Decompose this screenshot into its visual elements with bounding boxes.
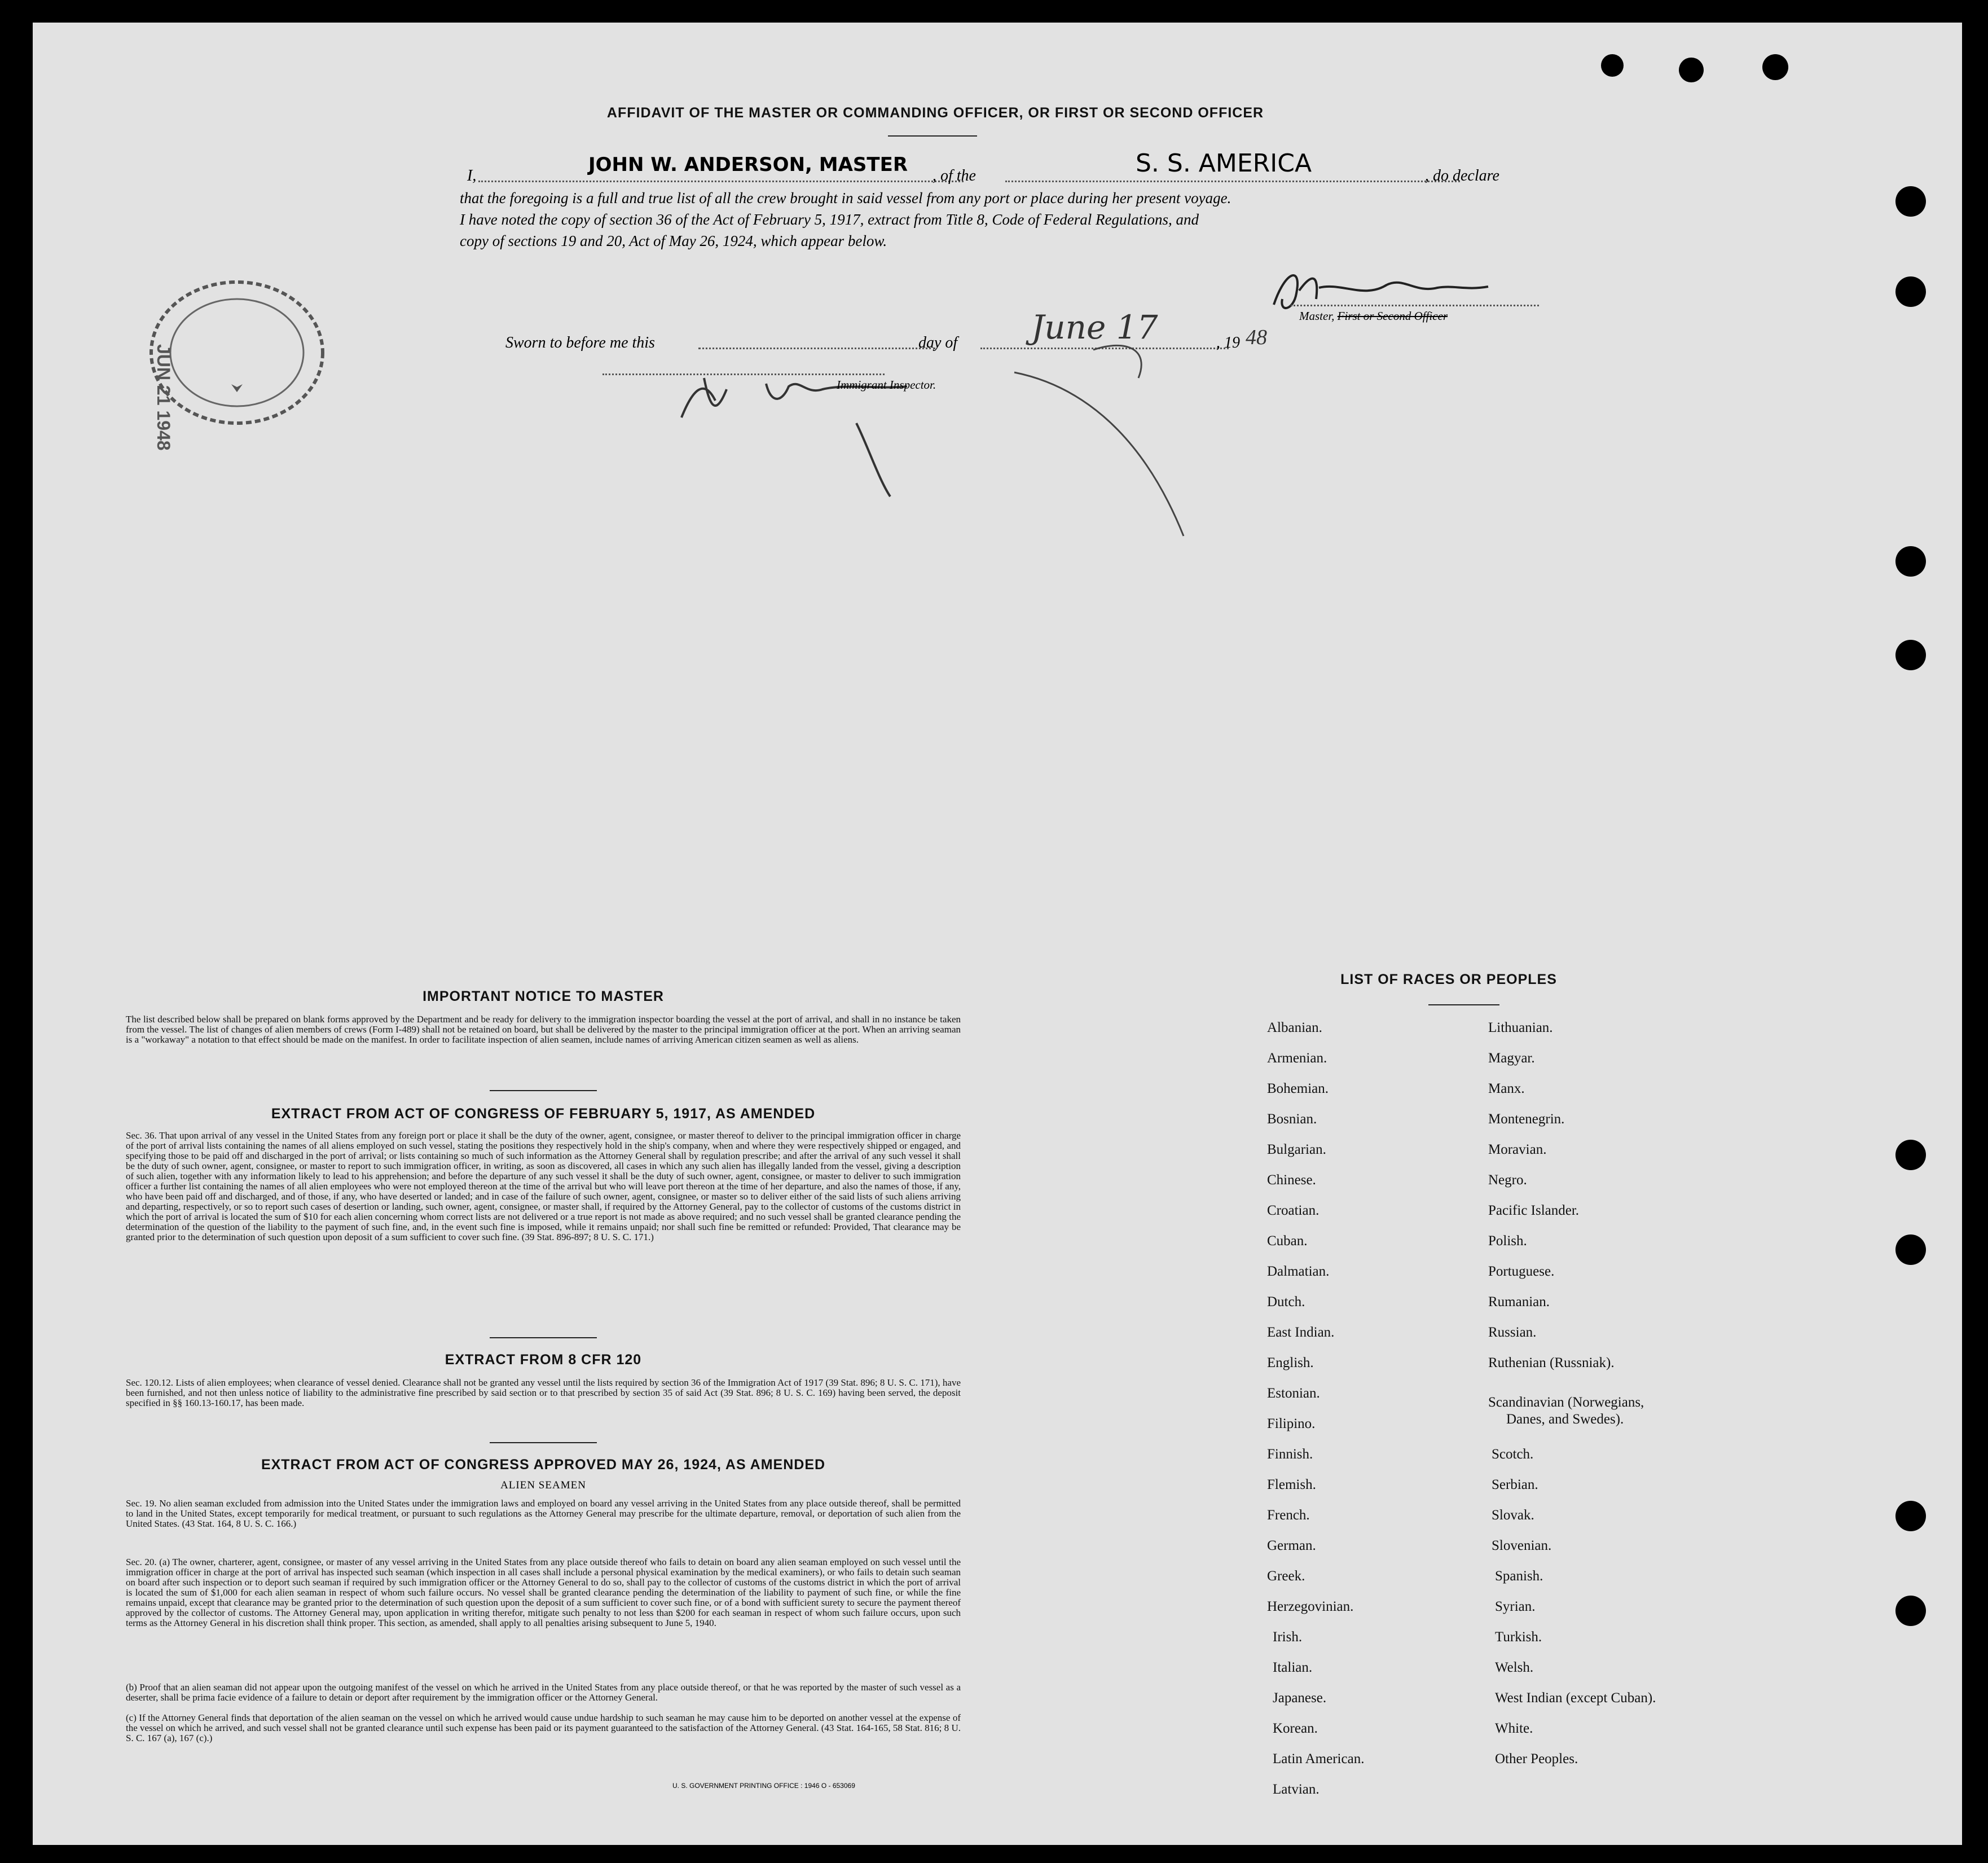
sec20c-text: (c) If the Attorney General finds that deportation of the alien seaman on the vessel on which he arrived would cause undue hardship to such seaman he may cause him to be deported on another vessel at the expense of the vessel on which he arrived, and such vessel shall not be granted clearance until such expense has been paid or its payment guaranteed to the satisfaction of the Attorney General. (43 Stat. 164-165, 58 Stat. 816; 8 U. S. C. 167 (a), 167 (c).) bbox=[126, 1712, 961, 1743]
race-item: Japanese. bbox=[1273, 1690, 1327, 1706]
race-item: Bulgarian. bbox=[1267, 1142, 1326, 1157]
punch-hole bbox=[1895, 1596, 1926, 1626]
divider bbox=[1428, 1004, 1499, 1005]
race-item: Italian. bbox=[1273, 1660, 1313, 1675]
race-item: Cuban. bbox=[1267, 1233, 1308, 1249]
extract-1924-title: EXTRACT FROM ACT OF CONGRESS APPROVED MAY 26, 1924, AS AMENDED bbox=[261, 1457, 826, 1473]
i-label: I, bbox=[467, 167, 477, 184]
extract-cfr-title: EXTRACT FROM 8 CFR 120 bbox=[445, 1352, 642, 1368]
notice-title: IMPORTANT NOTICE TO MASTER bbox=[423, 988, 664, 1004]
race-item: Estonian. bbox=[1267, 1386, 1320, 1401]
race-item: Negro. bbox=[1488, 1172, 1527, 1188]
punch-hole bbox=[1762, 54, 1788, 80]
declaration-text bbox=[460, 187, 1554, 252]
stamp-date: JUN 21 1948 bbox=[153, 344, 174, 451]
race-item: German. bbox=[1267, 1538, 1316, 1553]
master-signature-line bbox=[1291, 305, 1539, 306]
sworn-label: Sworn to before me this bbox=[505, 334, 655, 351]
divider bbox=[888, 135, 977, 137]
race-item: Magyar. bbox=[1488, 1051, 1535, 1066]
printer-imprint: U. S. GOVERNMENT PRINTING OFFICE : 1946 O - 653069 bbox=[672, 1782, 855, 1790]
name-line bbox=[478, 181, 964, 182]
year-prefix: , 19 bbox=[1216, 334, 1240, 351]
race-item: Chinese. bbox=[1267, 1172, 1316, 1188]
race-item: Latin American. bbox=[1273, 1751, 1365, 1767]
do-declare: , do declare bbox=[1425, 167, 1499, 184]
race-item: Montenegrin. bbox=[1488, 1111, 1565, 1127]
race-item: Scandinavian (Norwegians, bbox=[1488, 1395, 1644, 1410]
punch-hole bbox=[1895, 1234, 1926, 1265]
race-item: Latvian. bbox=[1273, 1782, 1320, 1797]
race-item: Lithuanian. bbox=[1488, 1020, 1553, 1035]
race-item: Ruthenian (Russniak). bbox=[1488, 1355, 1615, 1370]
struck-caption: First or Second Officer bbox=[1337, 309, 1448, 323]
vessel-name: S. S. AMERICA bbox=[1136, 149, 1312, 178]
race-item: English. bbox=[1267, 1355, 1314, 1370]
inspector-signature-line bbox=[602, 374, 885, 375]
extract-1917-title: EXTRACT FROM ACT OF CONGRESS OF FEBRUARY 5, 1917, AS AMENDED bbox=[271, 1106, 816, 1122]
punch-hole bbox=[1895, 546, 1926, 577]
punch-hole bbox=[1895, 1140, 1926, 1170]
race-item: Slovenian. bbox=[1492, 1538, 1552, 1553]
punch-hole bbox=[1895, 640, 1926, 670]
race-item: Bohemian. bbox=[1267, 1081, 1329, 1096]
vessel-line bbox=[1005, 181, 1460, 182]
race-item: Spanish. bbox=[1495, 1568, 1543, 1584]
day-of-label: day of bbox=[918, 334, 958, 351]
race-item: French. bbox=[1267, 1508, 1310, 1523]
race-item: Portuguese. bbox=[1488, 1264, 1555, 1279]
master-caption bbox=[1299, 309, 1448, 323]
handwritten-date: June 17 bbox=[1031, 308, 1158, 346]
master-caption-label: Master, bbox=[1299, 309, 1335, 323]
race-item: Slovak. bbox=[1492, 1508, 1534, 1523]
extract-1917-text: Sec. 36. That upon arrival of any vessel in the United States from any foreign port or place it shall be the duty of the owner, agent, consignee, or master thereof to deliver to the principal immigration officer in charge of the port of arrival lists containing the names of all aliens employed on such vessel, stating the positions they respectively hold in the ship's company, when and where they were respectively shipped or engaged, and specifying those to be paid off and discharged in the port of arrival; or lists containing so much of such information as the Attorney General shall by regulation prescribe; and after the arrival of any such vessel it shall be the duty of such owner, agent, consignee, or master to report to such immigration officer, in writing, as soon as discovered, all cases in which any such alien has illegally landed from the vessel, giving a description of such alien, together with any information likely to lead to his apprehension; and before the departure of any such vessel it shall be the duty of such owner, agent, consignee, or master to deliver to such immigration officer a further list containing the names of all alien employees who were not employed thereon at the time of the arrival but who will leave port thereon at the time of her departure, and also the names of those, if any, who have been paid off and discharged, and of those, if any, who have deserted or landed; and in case of the failure of such owner, agent, consignee, or master so to deliver either of the said lists of such aliens arriving and departing, respectively, or so to report such cases of desertion or landing, such owner, agent, consignee, or master shall, if required by the Attorney General, pay to the collector of customs of the customs district in which the port of arrival is located the sum of $10 for each alien concerning whom correct lists are not delivered or a true report is not made as above required; and no such vessel shall be granted clearance pending the determination of the question of the liability to the payment of such fine, and, in the event such fine is imposed, while it remains unpaid; nor shall such fine be remitted or refunded: Provided, That clearance may be granted prior to the determination of such question upon deposit of a sum sufficient to cover such fine. (39 Stat. 896-897; 8 U. S. C. 171.) bbox=[126, 1130, 961, 1242]
race-item: Irish. bbox=[1273, 1629, 1303, 1645]
race-item: Russian. bbox=[1488, 1325, 1537, 1340]
race-item: West Indian (except Cuban). bbox=[1495, 1690, 1656, 1706]
race-item: Filipino. bbox=[1267, 1416, 1316, 1431]
alien-seamen-subtitle: ALIEN SEAMEN bbox=[500, 1479, 586, 1491]
declaration-line: that the foregoing is a full and true list of all the crew brought in said vessel from any port or place during her present voyage. bbox=[460, 190, 1231, 206]
race-item: Welsh. bbox=[1495, 1660, 1534, 1675]
punch-hole bbox=[1601, 54, 1624, 77]
race-item: Manx. bbox=[1488, 1081, 1525, 1096]
punch-hole bbox=[1895, 1501, 1926, 1531]
sec20-text: Sec. 20. (a) The owner, charterer, agent, consignee, or master of any vessel arriving in the United States from any place outside thereof who fails to detain on board any alien seaman employed on such vessel until the immigration officer in charge at the port of arrival has inspected such seaman (which inspection in all cases shall include a personal physical examination by the medical examiners), or who fails to detain such seaman on board after such inspection or to deport such seaman if required by such immigration officer or the Attorney General to do so, shall pay to the collector of customs of the customs district in which the port of arrival is located the sum of $1,000 for each alien seaman in respect of whom such failure occurs. No vessel shall be granted clearance pending the determination of the liability to payment of such fine, or while the fine remains unpaid, except that clearance may be granted prior to the determination of such question upon the deposit of a sum sufficient to cover such fine, or of a bond with sufficient surety to secure the payment thereof approved by the collector of customs. The Attorney General may, upon application in writing therefor, mitigate such penalty to not less than $200 for each seaman in respect of whom such failure occurs, upon such terms as the Attorney General in his discretion shall think proper. This section, as amended, shall apply to all penalties arising subsequent to June 5, 1940. bbox=[126, 1557, 961, 1628]
punch-hole bbox=[1895, 276, 1926, 307]
race-item: Syrian. bbox=[1495, 1599, 1536, 1614]
race-item: Pacific Islander. bbox=[1488, 1203, 1580, 1218]
race-item: Polish. bbox=[1488, 1233, 1527, 1249]
race-item: Moravian. bbox=[1488, 1142, 1547, 1157]
race-item: Rumanian. bbox=[1488, 1294, 1550, 1310]
form-sheet bbox=[33, 23, 1962, 1845]
race-item: Bosnian. bbox=[1267, 1111, 1317, 1127]
sec20b-text: (b) Proof that an alien seaman did not appear upon the outgoing manifest of the vessel on which he arrived in the United States from any place outside thereof, or that he was reported by the master of such vessel as a deserter, shall be prima facie evidence of a failure to detain or deport after requirement by the immigration officer or the Attorney General. bbox=[126, 1682, 961, 1703]
handwritten-year: 48 bbox=[1246, 326, 1267, 349]
race-item: Dalmatian. bbox=[1267, 1264, 1330, 1279]
race-item: White. bbox=[1495, 1721, 1533, 1736]
race-item: Danes, and Swedes). bbox=[1506, 1412, 1624, 1427]
race-item: Flemish. bbox=[1267, 1477, 1316, 1492]
race-item: Greek. bbox=[1267, 1568, 1305, 1584]
notice-text: The list described below shall be prepared on blank forms approved by the Department and be ready for delivery to the immigration inspector boarding the vessel at the port of arrival, and shall in no instance be taken from the vessel. The list of changes of alien members of crews (Form I-489) shall not be retained on board, but shall be delivered by the master to the principal immigration officer at the port. When an arriving seaman is a "workaway" a notation to that effect should be made on the manifest. In order to facilitate inspection of alien seamen, include names of arriving American citizen seamen as well as aliens. bbox=[126, 1014, 961, 1045]
divider bbox=[490, 1337, 597, 1338]
sec19-text: Sec. 19. No alien seaman excluded from admission into the United States under the immigration laws and employed on board any vessel arriving in the United States from any place outside thereof, shall be permitted to land in the United States, except temporarily for medical treatment, or pursuant to such regulations as the Attorney General may prescribe for the ultimate departure, removal, or deportation of such alien from the United States. (43 Stat. 164, 8 U. S. C. 166.) bbox=[126, 1498, 961, 1529]
declaration-line: I have noted the copy of section 36 of the Act of February 5, 1917, extract from Title 8, Code of Federal Regulations, and bbox=[460, 211, 1199, 228]
punch-hole bbox=[1679, 58, 1704, 82]
divider bbox=[490, 1090, 597, 1091]
master-name: JOHN W. ANDERSON, MASTER bbox=[588, 153, 908, 176]
extract-cfr-text: Sec. 120.12. Lists of alien employees; when clearance of vessel denied. Clearance shall not be granted any vessel until the lists required by section 36 of the Immigration Act of 1917 (39 Stat. 896; 8 U. S. C. 171), have been furnished, and not then unless notice of liability to the administrative fine prescribed by said section or to that prescribed by section 35 of said Act (39 Stat. 896; 8 U. S. C. 169) having been served, the deposit specified in §§ 160.13-160.17, has been made. bbox=[126, 1377, 961, 1408]
race-item: Croatian. bbox=[1267, 1203, 1320, 1218]
race-item: Other Peoples. bbox=[1495, 1751, 1578, 1767]
inspector-caption: Immigrant Inspector. bbox=[837, 378, 936, 392]
race-item: Herzegovinian. bbox=[1267, 1599, 1354, 1614]
race-item: Serbian. bbox=[1492, 1477, 1538, 1492]
race-item: Dutch. bbox=[1267, 1294, 1305, 1310]
affidavit-title: AFFIDAVIT OF THE MASTER OR COMMANDING OFFICER, OR FIRST OR SECOND OFFICER bbox=[606, 105, 1264, 121]
race-item: Armenian. bbox=[1267, 1051, 1327, 1066]
races-title: LIST OF RACES OR PEOPLES bbox=[1340, 972, 1557, 987]
of-the-label: , of the bbox=[933, 167, 976, 184]
inspector-signature bbox=[642, 333, 1308, 547]
declaration-line: copy of sections 19 and 20, Act of May 26, 1924, which appear below. bbox=[460, 232, 887, 249]
race-item: Turkish. bbox=[1495, 1629, 1542, 1645]
race-item: Albanian. bbox=[1267, 1020, 1322, 1035]
punch-hole bbox=[1895, 186, 1926, 217]
race-item: Scotch. bbox=[1492, 1447, 1534, 1462]
race-item: East Indian. bbox=[1267, 1325, 1335, 1340]
divider bbox=[490, 1442, 597, 1443]
race-item: Korean. bbox=[1273, 1721, 1318, 1736]
race-item: Finnish. bbox=[1267, 1447, 1313, 1462]
